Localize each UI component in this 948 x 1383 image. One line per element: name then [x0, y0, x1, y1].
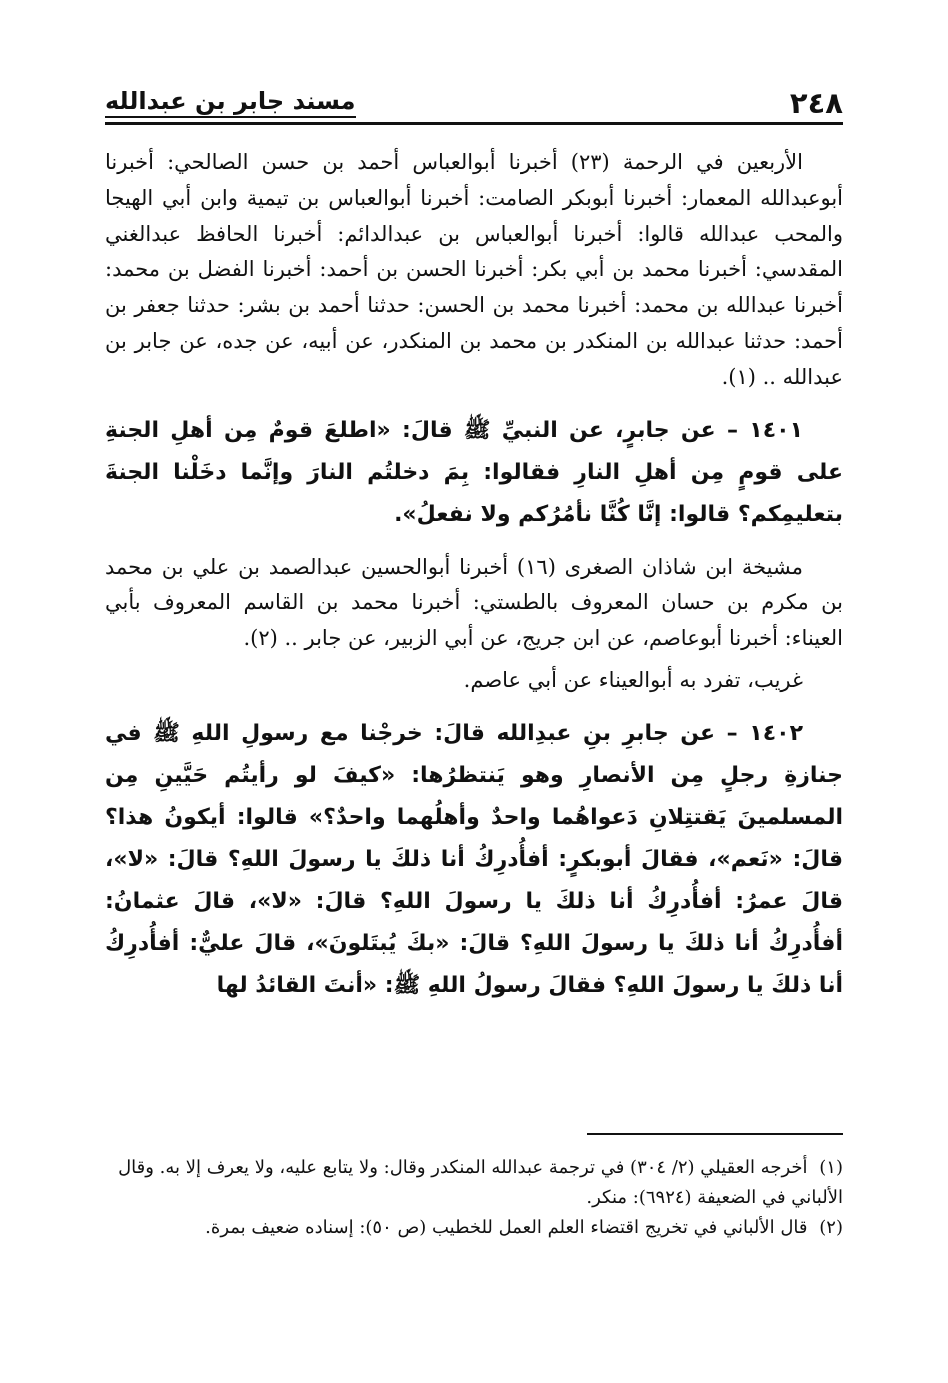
footnote-divider	[587, 1133, 843, 1135]
footnotes	[105, 1153, 843, 1243]
page-number: ٢٤٨	[789, 86, 843, 120]
footnote-text: قال الألباني في تخريج اقتضاء العلم العمل للخطيب (ص ٥٠): إسناده ضعيف بمرة.	[205, 1217, 808, 1238]
footnote-number: (٢)	[819, 1217, 843, 1238]
book-title: مسند جابر بن عبدالله	[105, 86, 356, 118]
isnad-paragraph-2: مشيخة ابن شاذان الصغرى (١٦) أخبرنا أبوالحسين عبدالصمد بن علي بن محمد بن مكرم بن حسان المعروف بالطستي: أخبرنا محمد بن القاسم المعروف بأبي العيناء: أخبرنا أبوعاصم، عن ابن جريج، عن أبي الزبير، عن جابر .. (٢).	[105, 554, 843, 651]
running-header	[105, 82, 843, 125]
hadith-1402: ١٤٠٢ – عن جابرِ بنِ عبدِالله قالَ: خرجْنا مع رسولِ اللهِ ﷺ في جنازةِ رجلٍ مِن الأنصارِ وهو يَنتظرُها: «كيفَ لو رأيتُم حَيَّينِ مِن المسلمينَ يَقتتِلانِ دَعواهُما واحدٌ وأهلُهما واحدٌ؟» قالوا: أيكونُ هذا؟ قالَ: «نَعم»، فقالَ أبوبكرٍ: أفأُدرِكُ أنا ذلكَ يا رسولَ اللهِ؟ قالَ: «لا»، قالَ عمرُ: أفأُدرِكُ أنا ذلكَ يا رسولَ اللهِ؟ قالَ: «لا»، قالَ عثمانُ: أفأُدرِكُ أنا ذلكَ يا رسولَ اللهِ؟ قالَ: «بكَ يُبتَلونَ»، قالَ عليٌّ: أفأُدرِكُ أنا ذلكَ يا رسولَ اللهِ؟ فقالَ رسولُ اللهِ ﷺ: «أنتَ القائدُ لها	[105, 720, 843, 998]
footnote-text: أخرجه العقيلي (٢/ ٣٠٤) في ترجمة عبدالله المنكدر وقال: ولا يتابع عليه، ولا يعرف إلا به. وقال الألباني في الضعيفة (٦٩٢٤): منكر.	[118, 1157, 843, 1208]
footnote-2	[105, 1213, 843, 1243]
footnote-1	[105, 1153, 843, 1213]
footnote-number: (١)	[819, 1157, 843, 1178]
hadith-1401: ١٤٠١ – عن جابرٍ، عن النبيِّ ﷺ قالَ: «اطلعَ قومٌ مِن أهلِ الجنةِ على قومٍ مِن أهلِ النارِ فقالوا: بِمَ دخلتُم النارَ وإنَّما دخَلْنا الجنةَ بتعليمِكم؟ قالوا: إنَّا كُنَّا نأمُرُكم ولا نفعلُ».	[105, 417, 843, 527]
isnad-paragraph-1: الأربعين في الرحمة (٢٣) أخبرنا أبوالعباس أحمد بن حسن الصالحي: أخبرنا أبوعبدالله المعمار: أخبرنا أبوبكر الصامت: أخبرنا أبوالعباس بن تيمية وابن أبي الهيجا والمحب عبدالله قالوا: أخبرنا أبوالعباس بن عبدالدائم: أخبرنا الحافظ عبدالغني المقدسي: أخبرنا محمد بن أبي بكر: أخبرنا الحسن بن أحمد: أخبرنا الفضل بن محمد: أخبرنا عبدالله بن محمد: أخبرنا محمد بن الحسن: حدثنا أحمد بن بشر: حدثنا جعفر بن أحمد: حدثنا عبدالله بن المنكدر بن محمد بن المنكدر، عن أبيه، عن جده، عن جابر بن عبدالله .. (١).	[105, 150, 843, 389]
page-body	[105, 145, 843, 1007]
grading-comment: غريب، تفرد به أبوالعيناء عن أبي عاصم.	[463, 667, 803, 692]
